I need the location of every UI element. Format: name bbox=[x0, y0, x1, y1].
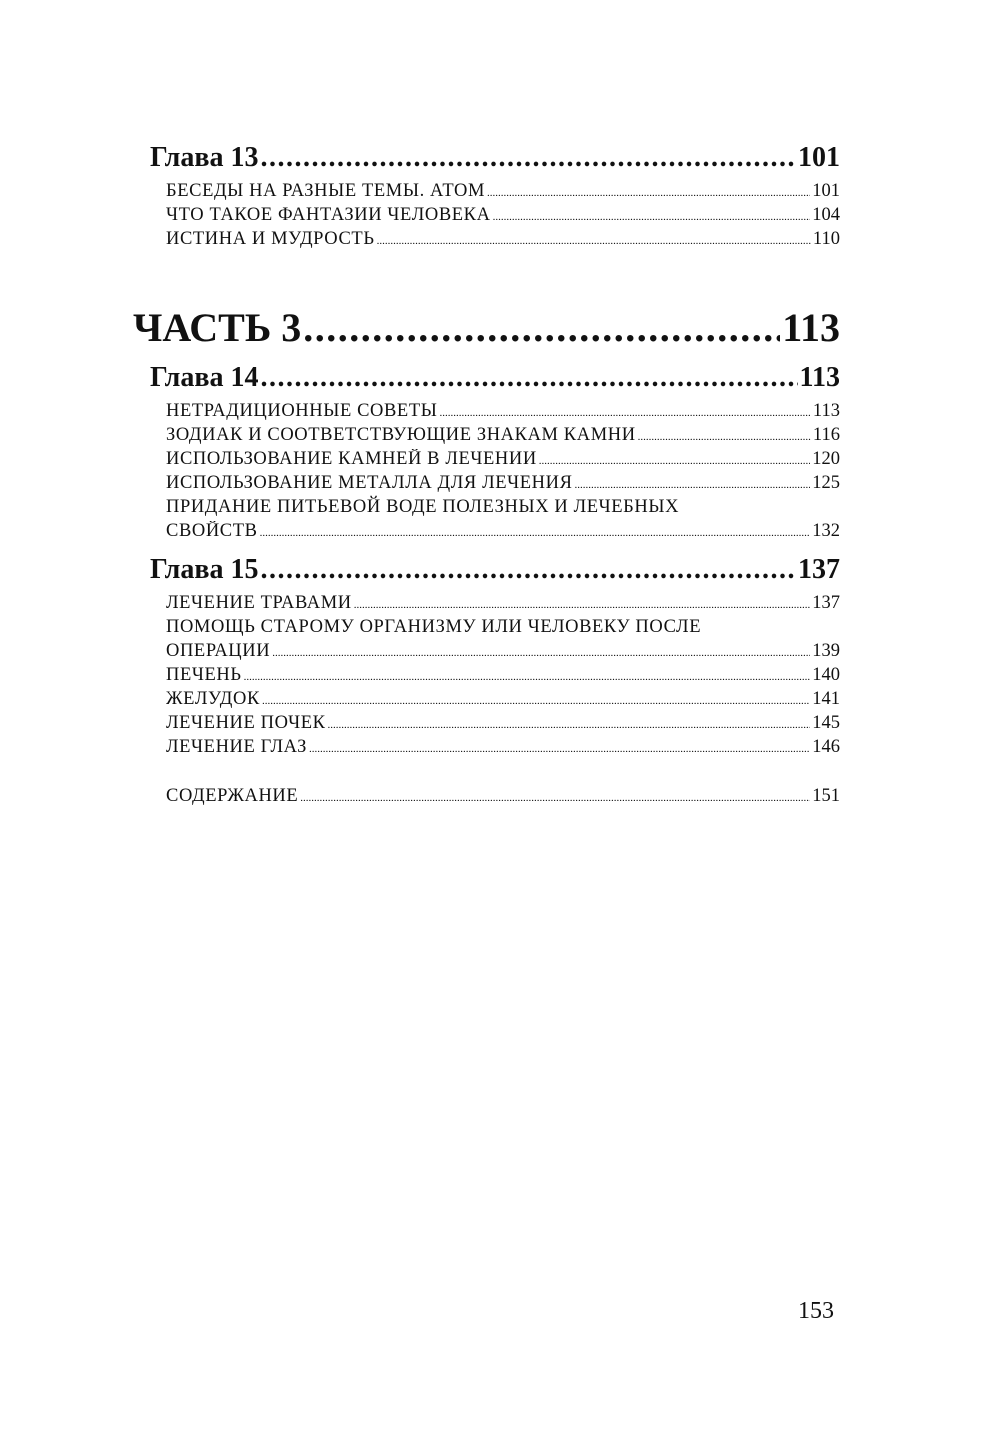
toc-entry-contents[interactable] bbox=[166, 786, 840, 807]
entry-page: 110 bbox=[812, 229, 840, 249]
entry-page: 145 bbox=[812, 713, 840, 733]
toc-chapter-14[interactable] bbox=[150, 362, 840, 394]
entry-title: ЗОДИАК И СООТВЕТСТВУЮЩИЕ ЗНАКАМ КАМНИ bbox=[166, 425, 636, 445]
entry-page: 125 bbox=[812, 473, 840, 493]
entry-title: НЕТРАДИЦИОННЫЕ СОВЕТЫ bbox=[166, 401, 438, 421]
toc-entry[interactable] bbox=[166, 205, 840, 226]
entry-page: 137 bbox=[812, 593, 840, 613]
leader-dots bbox=[309, 743, 810, 755]
leader-dots bbox=[260, 527, 811, 539]
entry-page: 132 bbox=[812, 521, 840, 541]
chapter-page: 101 bbox=[798, 142, 840, 173]
chapter-page: 137 bbox=[798, 554, 840, 585]
toc-part-3[interactable] bbox=[133, 304, 840, 351]
toc-entry[interactable] bbox=[166, 401, 840, 422]
leader-dots bbox=[328, 719, 811, 731]
leader-dots bbox=[638, 431, 811, 443]
entry-title: ЛЕЧЕНИЕ ГЛАЗ bbox=[166, 737, 308, 757]
toc-chapter-15[interactable] bbox=[150, 554, 840, 586]
toc-entry[interactable] bbox=[166, 641, 840, 662]
entry-title: ИСПОЛЬЗОВАНИЕ КАМНЕЙ В ЛЕЧЕНИИ bbox=[166, 449, 537, 469]
leader-dots bbox=[261, 362, 798, 394]
leader-dots bbox=[539, 455, 810, 467]
entry-page: 120 bbox=[812, 449, 840, 469]
leader-dots bbox=[303, 304, 780, 351]
leader-dots bbox=[261, 554, 797, 586]
toc-entry[interactable] bbox=[166, 665, 840, 686]
part-title: ЧАСТЬ 3 bbox=[133, 305, 302, 350]
toc-entry[interactable] bbox=[166, 473, 840, 494]
part-page: 113 bbox=[782, 305, 840, 350]
toc-chapter-13[interactable] bbox=[150, 142, 840, 174]
entry-page: 101 bbox=[812, 181, 840, 201]
entry-title: ПЕЧЕНЬ bbox=[166, 665, 242, 685]
entry-title-line2: СВОЙСТВ bbox=[166, 521, 258, 541]
leader-dots bbox=[262, 695, 810, 707]
leader-dots bbox=[300, 792, 810, 804]
chapter-title: Глава 13 bbox=[150, 142, 259, 173]
toc-entry[interactable] bbox=[166, 229, 840, 250]
entry-page: 113 bbox=[812, 401, 840, 421]
toc-entry[interactable] bbox=[166, 521, 840, 542]
chapter-title: Глава 14 bbox=[150, 362, 259, 393]
entry-page: 141 bbox=[812, 689, 840, 709]
entry-title-line1[interactable]: ПОМОЩЬ СТАРОМУ ОРГАНИЗМУ ИЛИ ЧЕЛОВЕКУ ПОСЛЕ bbox=[166, 617, 702, 637]
entry-title: ИСТИНА И МУДРОСТЬ bbox=[166, 229, 375, 249]
chapter-title: Глава 15 bbox=[150, 554, 259, 585]
toc-entry[interactable] bbox=[166, 425, 840, 446]
toc-entry[interactable] bbox=[166, 713, 840, 734]
page-number: 153 bbox=[798, 1298, 834, 1324]
entry-title: СОДЕРЖАНИЕ bbox=[166, 786, 299, 806]
leader-dots bbox=[487, 187, 810, 199]
entry-title: ЛЕЧЕНИЕ ТРАВАМИ bbox=[166, 593, 352, 613]
entry-title: ЛЕЧЕНИЕ ПОЧЕК bbox=[166, 713, 326, 733]
leader-dots bbox=[272, 647, 810, 659]
toc-entry[interactable] bbox=[166, 737, 840, 758]
toc-entry[interactable] bbox=[166, 689, 840, 710]
entry-page: 116 bbox=[812, 425, 840, 445]
toc-entry[interactable] bbox=[166, 593, 840, 614]
entry-title-line2: ОПЕРАЦИИ bbox=[166, 641, 271, 661]
leader-dots bbox=[261, 142, 797, 174]
entry-title: ЧТО ТАКОЕ ФАНТАЗИИ ЧЕЛОВЕКА bbox=[166, 205, 491, 225]
toc-entry[interactable] bbox=[166, 449, 840, 470]
entry-title: БЕСЕДЫ НА РАЗНЫЕ ТЕМЫ. АТОМ bbox=[166, 181, 486, 201]
entry-page: 146 bbox=[812, 737, 840, 757]
leader-dots bbox=[377, 235, 811, 247]
entry-title: ЖЕЛУДОК bbox=[166, 689, 260, 709]
entry-title: ИСПОЛЬЗОВАНИЕ МЕТАЛЛА ДЛЯ ЛЕЧЕНИЯ bbox=[166, 473, 573, 493]
leader-dots bbox=[354, 599, 811, 611]
toc-entry[interactable] bbox=[166, 181, 840, 202]
leader-dots bbox=[493, 211, 811, 223]
leader-dots bbox=[439, 407, 810, 419]
chapter-page: 113 bbox=[799, 362, 840, 393]
entry-page: 104 bbox=[812, 205, 840, 225]
entry-title-line1[interactable]: ПРИДАНИЕ ПИТЬЕВОЙ ВОДЕ ПОЛЕЗНЫХ И ЛЕЧЕБНЫХ bbox=[166, 497, 680, 517]
leader-dots bbox=[244, 671, 811, 683]
entry-page: 139 bbox=[812, 641, 840, 661]
entry-page: 151 bbox=[812, 786, 840, 806]
leader-dots bbox=[575, 479, 811, 491]
entry-page: 140 bbox=[812, 665, 840, 685]
